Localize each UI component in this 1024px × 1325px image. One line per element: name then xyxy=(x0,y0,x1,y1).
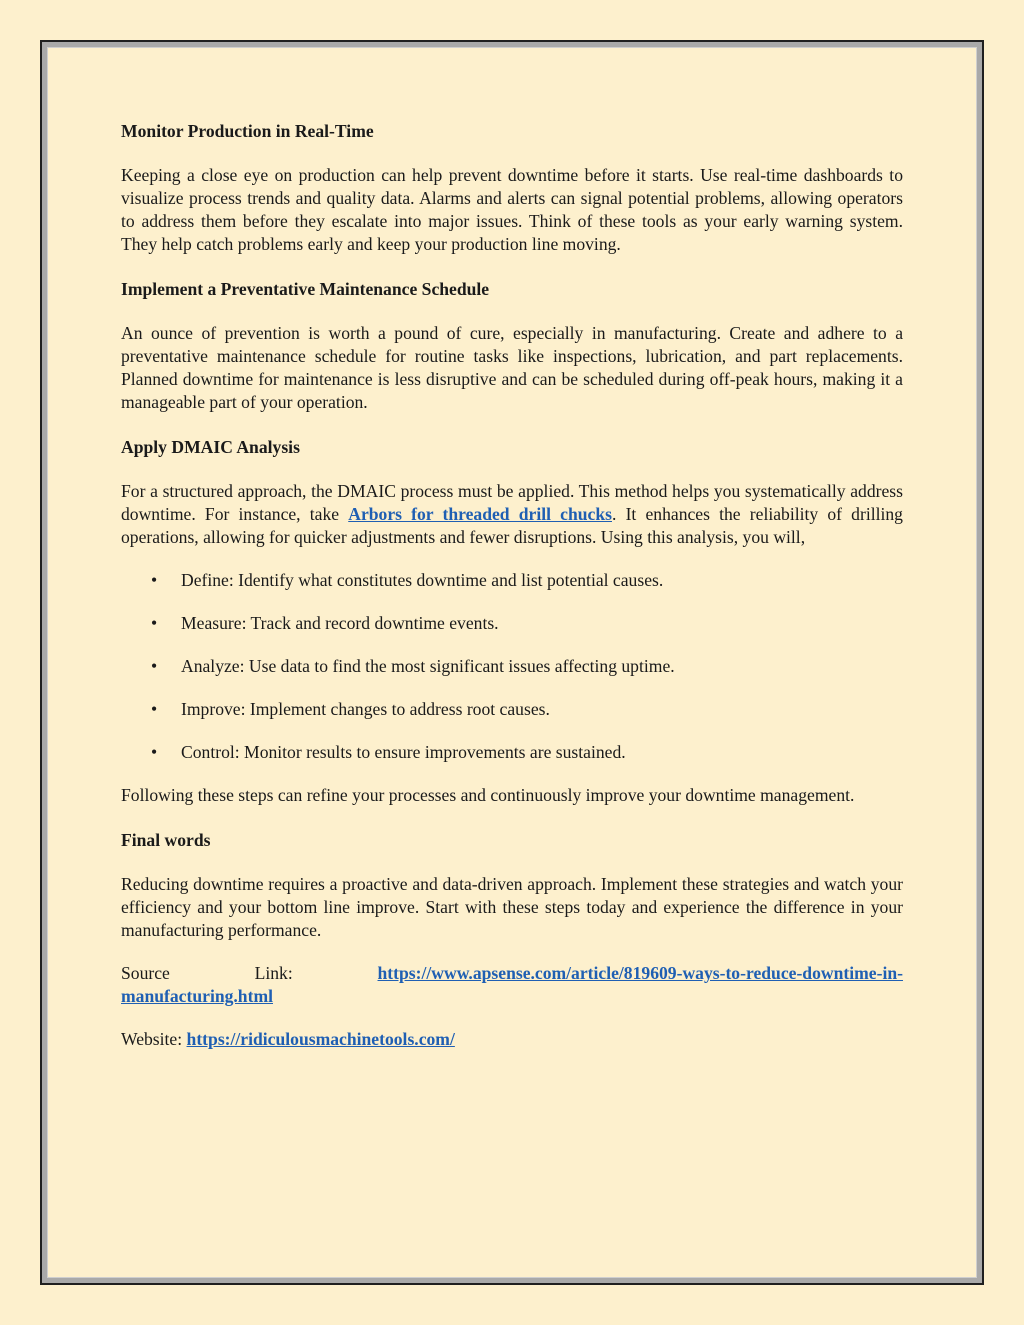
website-label: Website: xyxy=(121,1029,183,1049)
section-body-dmaic xyxy=(121,480,903,549)
dmaic-text-after-link: . It enhances the reliability of drilling operations, allowing for quicker adjustments and fewer disruptions. Using this analysis, you will, xyxy=(121,504,903,547)
list-item-measure xyxy=(121,612,903,635)
dmaic-steps-list xyxy=(121,569,903,764)
source-line-2 xyxy=(121,985,903,1008)
dmaic-text-before-link: For a structured approach, the DMAIC process must be applied. This method helps you systematically address downtime. For instance, take xyxy=(121,481,903,524)
bullet-icon: • xyxy=(151,742,158,762)
bullet-icon: • xyxy=(151,656,158,676)
source-label-word2: Link: xyxy=(254,963,293,983)
section-heading-maintenance: Implement a Preventative Maintenance Schedule xyxy=(121,279,490,299)
list-item-text: Measure: Track and record downtime events. xyxy=(181,613,499,633)
list-item-text: Define: Identify what constitutes downtime and list potential causes. xyxy=(181,570,664,590)
source-label-word1: Source xyxy=(121,963,170,983)
list-item-control xyxy=(121,741,903,764)
section-body-monitor: Keeping a close eye on production can help prevent downtime before it starts. Use real-time dashboards to visualize process trends and quality data. Alarms and alerts can signal potential problems, allowing operators to address them before they escalate into major issues. Think of these tools as your early warning system. They help catch problems early and keep your production line moving. xyxy=(121,165,903,254)
list-item-improve xyxy=(121,698,903,721)
list-item-define xyxy=(121,569,903,592)
bullet-icon: • xyxy=(151,613,158,633)
bullet-icon: • xyxy=(151,570,158,590)
document-content xyxy=(121,118,903,1071)
source-link-block xyxy=(121,962,903,1008)
bullet-icon: • xyxy=(151,699,158,719)
section-heading-monitor: Monitor Production in Real-Time xyxy=(121,121,374,141)
section-body-final-words: Reducing downtime requires a proactive and data-driven approach. Implement these strategies and watch your efficiency and your bottom line improve. Start with these steps today and experience the difference in your manufacturing performance. xyxy=(121,874,903,940)
list-item-text: Improve: Implement changes to address root causes. xyxy=(181,699,550,719)
list-item-text: Analyze: Use data to find the most significant issues affecting uptime. xyxy=(181,656,675,676)
arbors-link[interactable]: Arbors for threaded drill chucks xyxy=(348,504,612,524)
website-line xyxy=(121,1028,903,1051)
list-item-analyze xyxy=(121,655,903,678)
source-url-link-part1[interactable]: https://www.apsense.com/article/819609-ways-to-reduce-downtime-in- xyxy=(377,963,903,983)
website-url-link[interactable]: https://ridiculousmachinetools.com/ xyxy=(186,1029,455,1049)
section-body-maintenance: An ounce of prevention is worth a pound of cure, especially in manufacturing. Create and adhere to a preventative maintenance schedule for routine tasks like inspections, lubrication, and part replacements. Planned downtime for maintenance is less disruptive and can be scheduled during off-peak hours, making it a manageable part of your operation. xyxy=(121,323,903,412)
dmaic-closing-text: Following these steps can refine your processes and continuously improve your downtime management. xyxy=(121,785,855,805)
source-line-1 xyxy=(121,962,903,985)
source-url-link-part2[interactable]: manufacturing.html xyxy=(121,986,273,1006)
section-heading-dmaic: Apply DMAIC Analysis xyxy=(121,437,300,457)
list-item-text: Control: Monitor results to ensure improvements are sustained. xyxy=(181,742,626,762)
section-heading-final-words: Final words xyxy=(121,830,211,850)
